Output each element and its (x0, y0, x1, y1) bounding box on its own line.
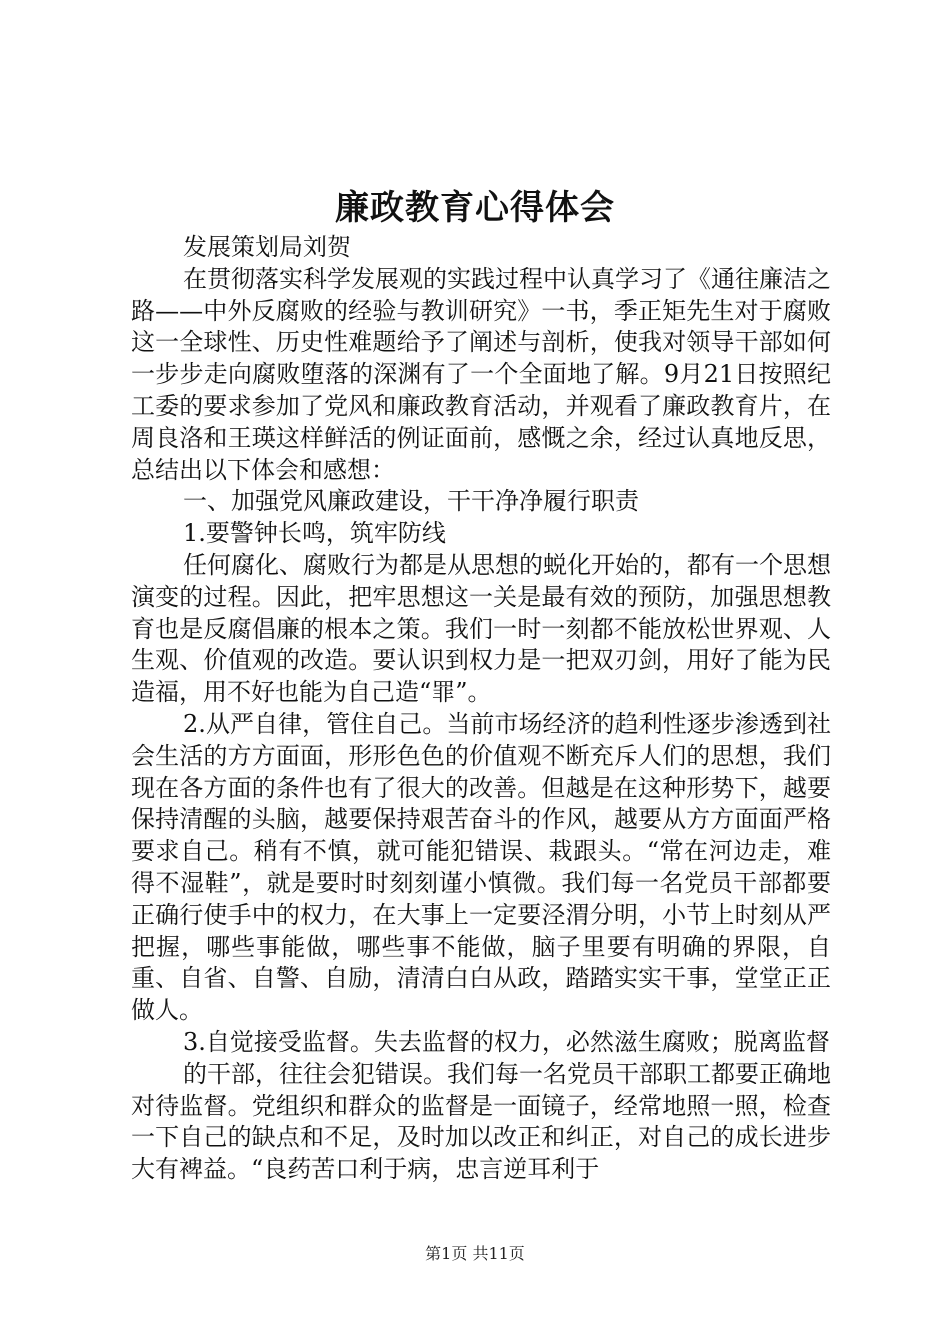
body-paragraph: 任何腐化、腐败行为都是从思想的蜕化开始的，都有一个思想演变的过程。因此，把牢思想这一关是最有效的预防，加强思想教育也是反腐倡廉的根本之策。我们一时一刻都不能放松世界观、人生观、价值观的改造。要认识到权力是一把双刃剑，用好了能为民造福，用不好也能为自己造“罪”。 (131, 550, 831, 707)
section-heading: 一、加强党风廉政建设，干干净净履行职责 (183, 487, 639, 516)
document-title: 廉政教育心得体会 (335, 188, 615, 228)
author-line: 发展策划局刘贺 (183, 233, 351, 261)
body-paragraph: 3.自觉接受监督。失去监督的权力，必然滋生腐败；脱离监督 (183, 1027, 830, 1056)
subsection-heading: 1.要警钟长鸣，筑牢防线 (183, 519, 446, 548)
body-paragraph: 的干部，往往会犯错误。我们每一名党员干部职工都要正确地对待监督。党组织和群众的监督是一面镜子，经常地照一照，检查一下自己的缺点和不足，及时加以改正和纠正，对自己的成长进步大有裨益。“良药苦口利于病，忠言逆耳利于 (131, 1059, 831, 1184)
body-paragraph: 在贯彻落实科学发展观的实践过程中认真学习了《通往廉洁之路——中外反腐败的经验与教训研究》一书，季正矩先生对于腐败这一全球性、历史性难题给予了阐述与剖析，使我对领导干部如何一步步走向腐败堕落的深渊有了一个全面地了解。9月21日按照纪工委的要求参加了党风和廉政教育活动，并观看了廉政教育片，在周良洛和王瑛这样鲜活的例证面前，感慨之余，经过认真地反思，总结出以下体会和感想： (131, 264, 831, 484)
document-body (131, 232, 831, 1186)
body-paragraph: 2.从严自律，管住自己。当前市场经济的趋利性逐步渗透到社会生活的方方面面，形形色色的价值观不断充斥人们的思想，我们现在各方面的条件也有了很大的改善。但越是在这种形势下，越要保持清醒的头脑，越要保持艰苦奋斗的作风，越要从方方面面严格要求自己。稍有不慎，就可能犯错误、栽跟头。“常在河边走，难得不湿鞋”，就是要时时刻刻谨小慎微。我们每一名党员干部都要正确行使手中的权力，在大事上一定要泾渭分明，小节上时刻从严把握，哪些事能做，哪些事不能做，脑子里要有明确的界限，自重、自省、自警、自励，清清白白从政，踏踏实实干事，堂堂正正做人。 (131, 709, 831, 1025)
page-number-footer: 第1页 共11页 (425, 1244, 525, 1263)
